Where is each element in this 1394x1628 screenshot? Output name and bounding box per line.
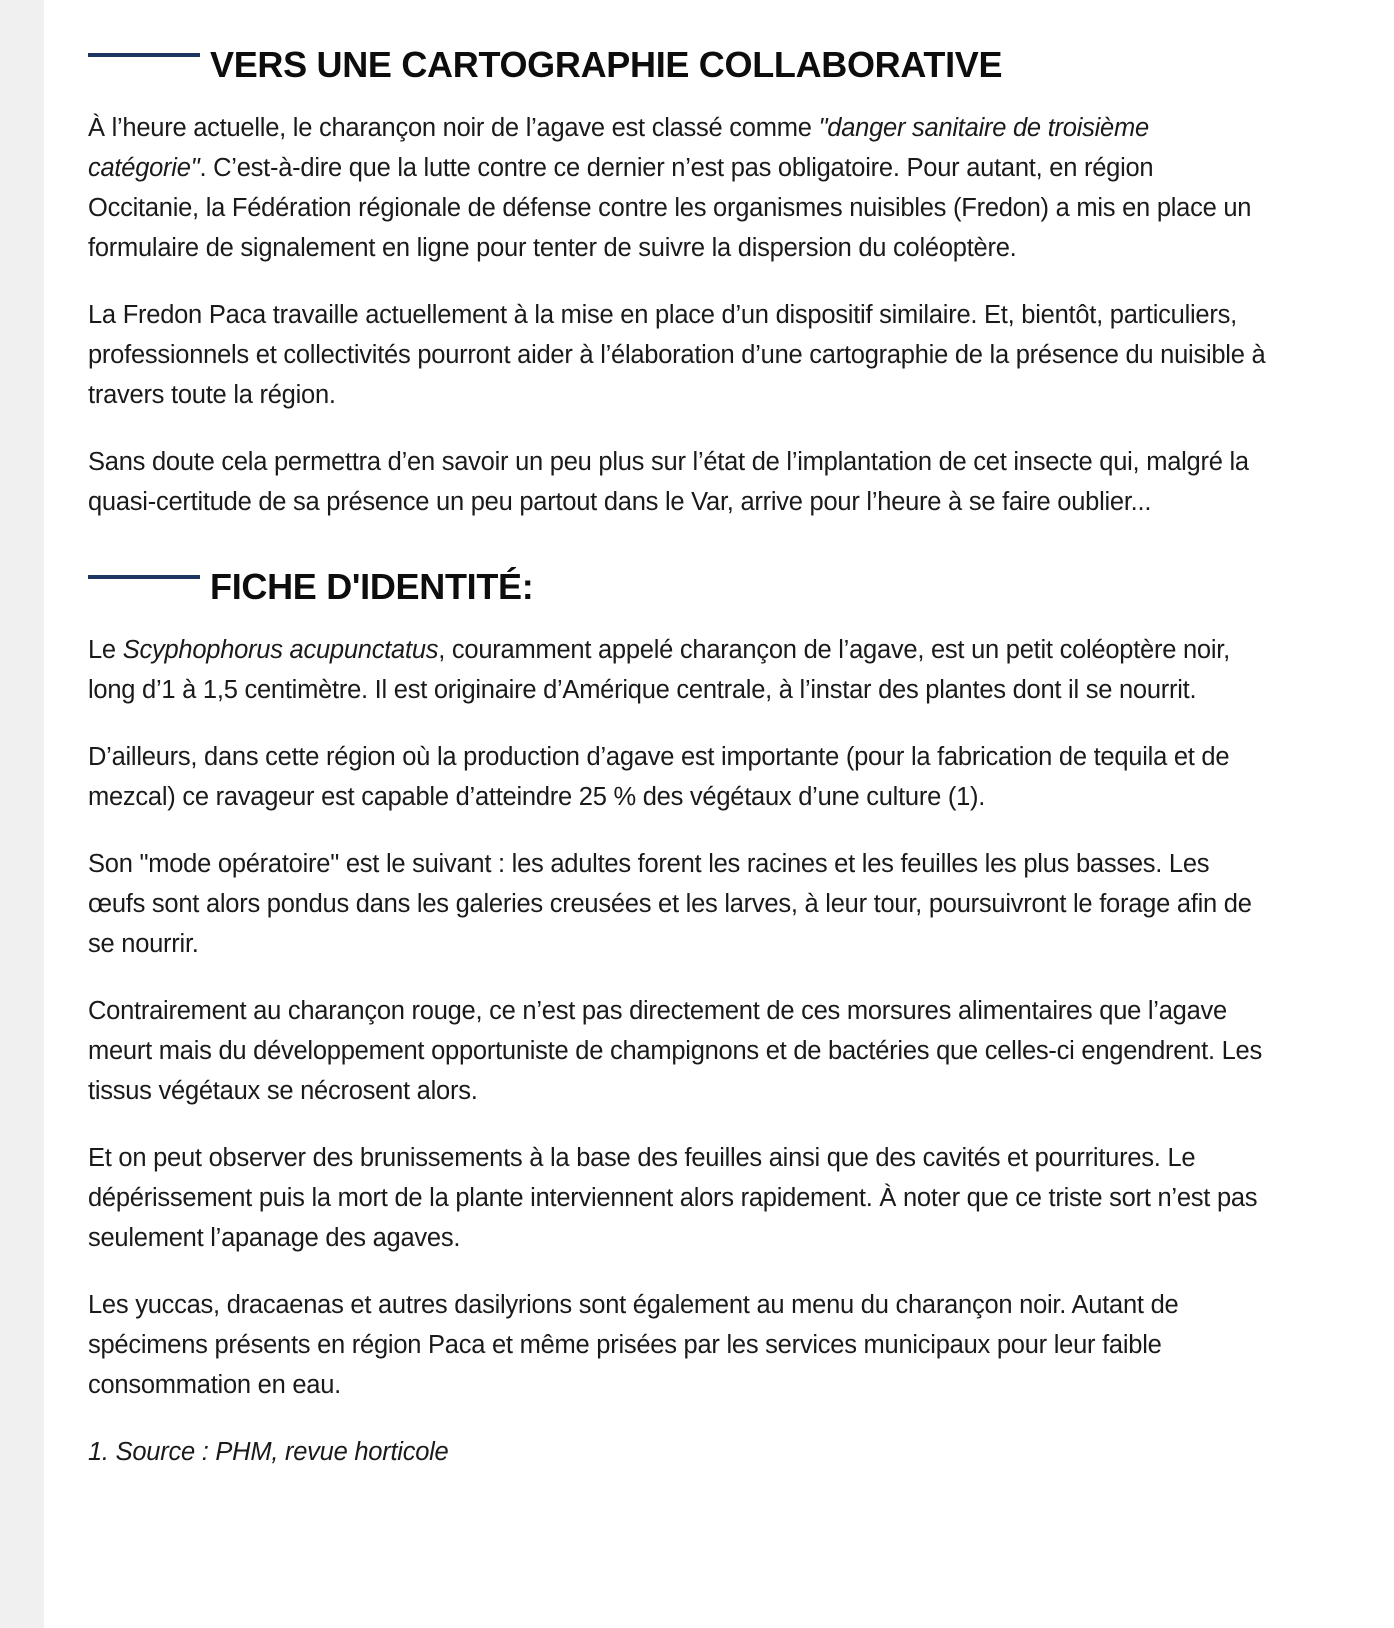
section-heading-text: FICHE D'IDENTITÉ: [210, 566, 534, 607]
paragraph [88, 108, 1268, 268]
paragraph: Les yuccas, dracaenas et autres dasilyrions sont également au menu du charançon noir. Autant de spécimens présents en région Paca et même prisées par les services municipaux pour leur faible consommation en eau. [88, 1291, 1179, 1399]
paragraph [88, 630, 1268, 710]
paragraph-text: Le [88, 636, 123, 664]
left-margin-rail [0, 0, 44, 1628]
section-heading-cartographie [88, 42, 1268, 88]
article-body [88, 42, 1268, 1472]
paragraph: La Fredon Paca travaille actuellement à la mise en place d’un dispositif similaire. Et, bientôt, particuliers, professionnels et collectivités pourront aider à l’élaboration d’une cartographie de la présence du nuisible à travers toute la région. [88, 301, 1266, 409]
paragraph: Et on peut observer des brunissements à la base des feuilles ainsi que des cavités et pourritures. Le dépérissement puis la mort de la plante interviennent alors rapidement. À noter que ce triste sort n’est pas seulement l’apanage des agaves. [88, 1144, 1258, 1252]
paragraph-text: , couramment appelé charançon de l’agave, est un petit coléoptère noir, long d’1 à 1,5 centimètre. Il est originaire d’Amérique centrale, à l’instar des plantes dont il se nourrit. [88, 636, 1230, 704]
paragraph-text: À l’heure actuelle, le charançon noir de l’agave est classé comme [88, 114, 819, 142]
paragraph: Son "mode opératoire" est le suivant : les adultes forent les racines et les feuilles les plus basses. Les œufs sont alors pondus dans les galeries creusées et les larves, à leur tour, poursuivront le forage afin de se nourrir. [88, 850, 1252, 958]
footnote-source: 1. Source : PHM, revue horticole [88, 1438, 449, 1466]
paragraph: Contrairement au charançon rouge, ce n’est pas directement de ces morsures alimentaires que l’agave meurt mais du développement opportuniste de champignons et de bactéries que celles-ci engendrent. Les tissus végétaux se nécrosent alors. [88, 997, 1262, 1105]
section-heading-fiche-identite [88, 564, 1268, 610]
emphasis-text: "danger sanitaire de troisième catégorie" [88, 114, 1149, 182]
heading-accent-rule [88, 53, 200, 57]
heading-accent-rule [88, 575, 200, 579]
section-heading-text: VERS UNE CARTOGRAPHIE COLLABORATIVE [210, 44, 1003, 85]
species-name: Scyphophorus acupunctatus [122, 636, 439, 664]
paragraph: Sans doute cela permettra d’en savoir un peu plus sur l’état de l’implantation de cet insecte qui, malgré la quasi-certitude de sa présence un peu partout dans le Var, arrive pour l’heure à se faire oublier... [88, 448, 1249, 516]
paragraph: D’ailleurs, dans cette région où la production d’agave est importante (pour la fabrication de tequila et de mezcal) ce ravageur est capable d’atteindre 25 % des végétaux d’une culture (1). [88, 743, 1230, 811]
paragraph-text: . C’est-à-dire que la lutte contre ce dernier n’est pas obligatoire. Pour autant, en région Occitanie, la Fédération régionale de défense contre les organismes nuisibles (Fredon) a mis en place un formulaire de signalement en ligne pour tenter de suivre la dispersion du coléoptère. [88, 154, 1252, 262]
